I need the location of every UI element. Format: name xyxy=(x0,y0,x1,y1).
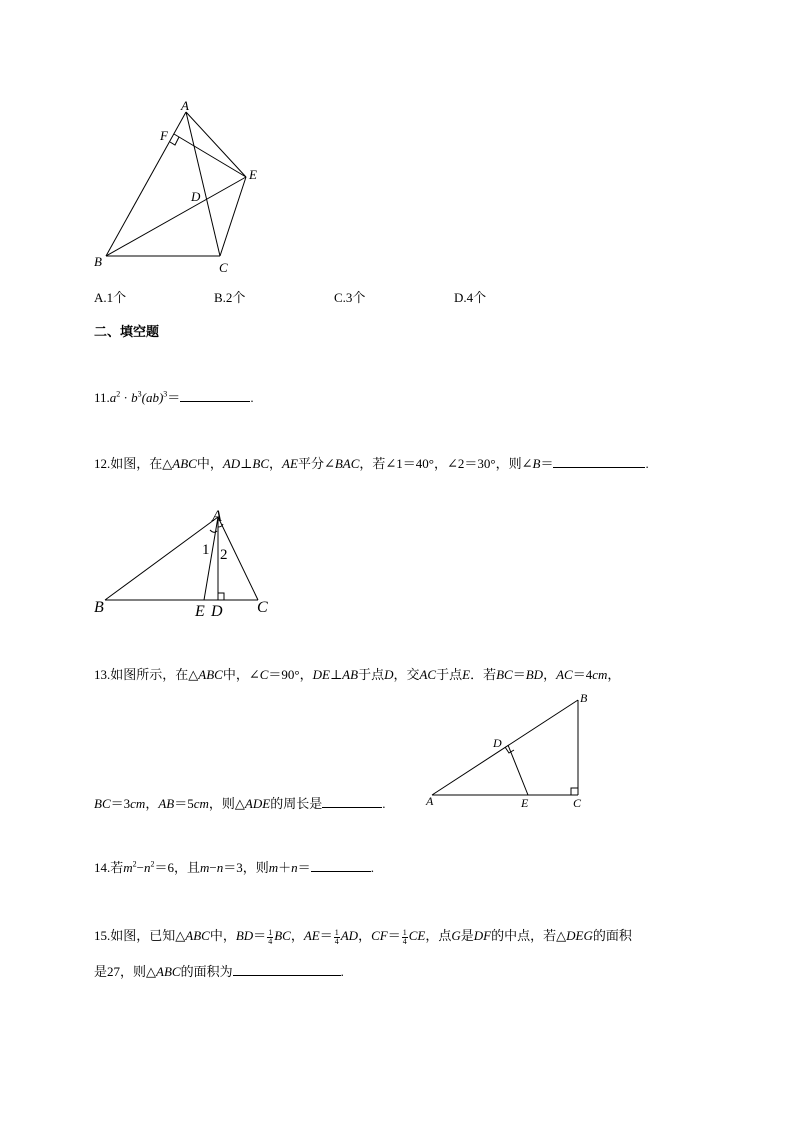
q15-line2-text-2: 的面积为 xyxy=(180,964,233,979)
q11-end: . xyxy=(250,390,254,405)
q13-text-2: 中，∠ xyxy=(222,667,260,682)
question-13-line-1 xyxy=(94,667,620,683)
label-d: D xyxy=(493,736,502,750)
q13-line2-text-4: ，则△ xyxy=(208,796,245,811)
q15-line2-text-1: 是27，则△ xyxy=(94,964,156,979)
q13-text-7: ．若 xyxy=(470,667,497,682)
q13-line2-ade: ADE xyxy=(244,796,271,811)
q15-ce: CE xyxy=(408,928,426,943)
label-f: F xyxy=(160,128,168,143)
q15-fraction-2-numerator: 1 xyxy=(334,927,339,937)
q15-text-2: 中， xyxy=(209,928,236,943)
q14-answer-blank[interactable] xyxy=(311,859,371,872)
q12-ad: AD xyxy=(222,456,241,471)
figure-q13 xyxy=(420,685,600,815)
label-e: E xyxy=(195,603,205,620)
q12-bac: BAC xyxy=(334,456,360,471)
label-a: A xyxy=(212,508,222,525)
q13-text-10: ＝4 xyxy=(572,667,593,682)
q15-abc: ABC xyxy=(185,928,210,943)
q13-end: . xyxy=(382,796,386,811)
q13-line2-text-5: 的周长是 xyxy=(270,796,323,811)
segment-ab xyxy=(105,517,218,600)
q13-line2-text-3: ＝5 xyxy=(174,796,194,811)
q13-ac: AC xyxy=(419,667,437,682)
q14-end: . xyxy=(370,860,374,875)
q12-perp: ⊥ xyxy=(240,456,253,471)
q13-text-3: ＝90°， xyxy=(268,667,313,682)
label-e: E xyxy=(249,167,257,182)
q15-fraction-3-denominator: 4 xyxy=(402,936,407,946)
q15-fraction-2 xyxy=(334,929,340,946)
q11-number: 11. xyxy=(94,390,110,405)
q13-perp: ⊥ xyxy=(329,667,343,682)
q10-option-c: C.3个 xyxy=(334,290,366,305)
q13-text-11: ， xyxy=(607,667,621,682)
q15-fraction-1 xyxy=(267,929,273,946)
q15-fraction-3 xyxy=(402,929,408,946)
q13-text-5: ，交 xyxy=(393,667,420,682)
q15-deg: DEG xyxy=(566,928,593,943)
q12-text-6: ＝ xyxy=(540,456,554,471)
label-a: A xyxy=(181,98,189,113)
section-title: 二、填空题 xyxy=(94,324,160,339)
label-d: D xyxy=(191,189,201,204)
q13-line2-cm-2: cm xyxy=(193,796,209,811)
segment-ab xyxy=(106,112,186,256)
q13-line2-bc: BC xyxy=(94,796,111,811)
q13-text-1: 13.如图所示，在△ xyxy=(94,667,199,682)
q12-text-3: ， xyxy=(269,456,283,471)
figure-q10 xyxy=(88,95,278,280)
q15-eq-2: ＝ xyxy=(319,928,333,943)
q15-fraction-2-denominator: 4 xyxy=(334,936,339,946)
q15-df: DF xyxy=(473,928,492,943)
q15-text-6: 是 xyxy=(460,928,474,943)
q12-text-5: ，若∠1＝40°，∠2＝30°，则∠ xyxy=(359,456,533,471)
q14-n-2: n xyxy=(216,860,224,875)
q15-ae: AE xyxy=(303,928,320,943)
q13-text-4: 于点 xyxy=(358,667,385,682)
q15-text-7: 的中点，若△ xyxy=(491,928,567,943)
label-c: C xyxy=(257,599,268,616)
label-b: B xyxy=(94,599,104,616)
q13-e: E xyxy=(462,667,471,682)
q15-text-3: ， xyxy=(290,928,304,943)
q11-ab: (ab) xyxy=(141,390,164,405)
q14-text-1: 14.若 xyxy=(94,860,124,875)
right-angle-mark-d xyxy=(218,593,224,600)
q15-bc: BC xyxy=(274,928,291,943)
q13-cm: cm xyxy=(592,667,608,682)
q15-text-1: 15.如图，已知△ xyxy=(94,928,186,943)
q15-ad: AD xyxy=(340,928,359,943)
q13-c: C xyxy=(259,667,269,682)
segment-ae xyxy=(186,112,246,177)
q12-abc: ABC xyxy=(172,456,197,471)
q15-end: . xyxy=(340,964,344,979)
segment-be xyxy=(106,177,246,256)
q14-text-4: ＝3，则 xyxy=(223,860,269,875)
q15-text-4: ， xyxy=(358,928,372,943)
label-c: C xyxy=(219,260,228,275)
label-b: B xyxy=(94,254,102,269)
q13-line2-cm-1: cm xyxy=(130,796,146,811)
q11-answer-blank[interactable] xyxy=(180,389,250,402)
q14-m: m xyxy=(123,860,133,875)
q12-text-2: 中， xyxy=(196,456,223,471)
q15-g: G xyxy=(451,928,461,943)
q14-m-2: m xyxy=(200,860,210,875)
q15-eq-3: ＝ xyxy=(387,928,401,943)
question-11: $11.a^2 \cdot b^3(ab)^3=$ . xyxy=(94,389,254,405)
q12-bc: BC xyxy=(252,456,270,471)
q12-text-1: 12.如图，在△ xyxy=(94,456,173,471)
question-12 xyxy=(94,455,649,472)
q14-m-3: m xyxy=(268,860,279,875)
q13-line2-ab: AB xyxy=(158,796,175,811)
label-b: B xyxy=(580,691,588,705)
q15-fraction-1-numerator: 1 xyxy=(268,927,273,937)
question-14: 14.若$m^2-n^2=6$，且m−n＝3，则m＋n＝ . xyxy=(94,859,374,875)
q15-answer-blank[interactable] xyxy=(233,963,341,976)
q13-ab: AB xyxy=(342,667,359,682)
q11-eq: ＝ xyxy=(167,390,181,405)
q12-ae: AE xyxy=(282,456,298,471)
figure-q12 xyxy=(90,505,280,620)
segment-ec xyxy=(220,177,246,256)
label-a: A xyxy=(426,794,434,808)
q14-n-3: n xyxy=(291,860,298,875)
q11-b: b xyxy=(131,390,138,405)
q13-text-9: ， xyxy=(543,667,557,682)
q15-fraction-1-denominator: 4 xyxy=(268,936,273,946)
q13-line2-text-2: ， xyxy=(145,796,159,811)
q14-text-3: − xyxy=(209,860,217,875)
q14-n: n xyxy=(144,860,151,875)
q12-end: . xyxy=(645,456,649,471)
q13-line2-text-1: ＝3 xyxy=(110,796,131,811)
question-15-line-1 xyxy=(94,928,632,946)
q14-text-6: ＝ xyxy=(297,860,311,875)
segment-de xyxy=(508,745,528,795)
label-d: D xyxy=(211,603,223,620)
q13-de: DE xyxy=(312,667,330,682)
segment-ae xyxy=(204,517,218,600)
q13-text-6: 于点 xyxy=(436,667,463,682)
right-angle-mark-c xyxy=(571,788,578,795)
q10-option-b: B.2个 xyxy=(214,290,246,305)
q14-text-2: ＝6，且 xyxy=(154,860,201,875)
q12-text-4: 平分∠ xyxy=(297,456,335,471)
q14-minus: − xyxy=(136,860,144,875)
label-e: E xyxy=(521,796,529,810)
q15-text-5: ，点 xyxy=(425,928,452,943)
q13-text-8: ＝ xyxy=(512,667,526,682)
q13-bc: BC xyxy=(496,667,513,682)
segment-ac xyxy=(186,112,220,256)
q10-option-a: A.1个 xyxy=(94,290,127,305)
segment-fe xyxy=(174,134,246,177)
q12-b: B xyxy=(532,456,541,471)
label-c: C xyxy=(573,796,582,810)
q13-answer-blank[interactable] xyxy=(322,795,382,808)
q13-bd: BD xyxy=(525,667,544,682)
question-13-line-2 xyxy=(94,795,385,812)
q13-ac-2: AC xyxy=(556,667,573,682)
q14-text-5: ＋ xyxy=(278,860,292,875)
q13-abc: ABC xyxy=(198,667,223,682)
question-15-line-2 xyxy=(94,963,344,980)
q15-fraction-3-numerator: 1 xyxy=(402,927,407,937)
q15-cf: CF xyxy=(371,928,388,943)
q15-line2-abc: ABC xyxy=(156,964,181,979)
q15-text-8: 的面积 xyxy=(592,928,632,943)
label-1: 1 xyxy=(202,542,210,558)
q11-a: a xyxy=(109,390,117,405)
q13-d: D xyxy=(384,667,394,682)
q15-bd: BD xyxy=(235,928,254,943)
q15-eq-1: ＝ xyxy=(253,928,267,943)
label-2: 2 xyxy=(220,547,228,563)
q12-answer-blank[interactable] xyxy=(553,455,645,468)
q10-option-d: D.4个 xyxy=(454,290,487,305)
